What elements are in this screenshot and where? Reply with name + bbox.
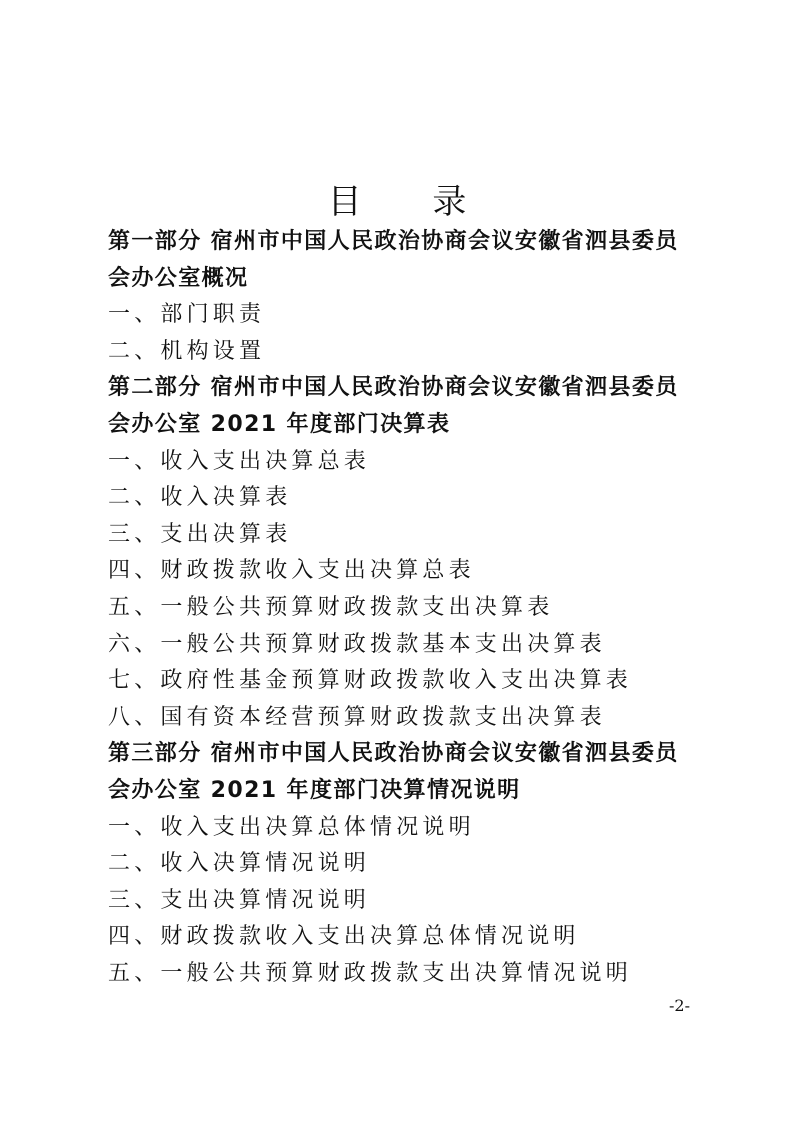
toc-item: 一、部门职责 bbox=[108, 302, 266, 328]
toc-item: 七、政府性基金预算财政拨款收入支出决算表 bbox=[108, 668, 633, 694]
toc-part-heading: 第三部分 宿州市中国人民政治协商会议安徽省泗县委员 bbox=[108, 741, 679, 767]
toc-part-heading: 会办公室 2021 年度部门决算情况说明 bbox=[108, 777, 521, 803]
toc-part-heading: 第一部分 宿州市中国人民政治协商会议安徽省泗县委员 bbox=[108, 229, 679, 254]
toc-item: 二、机构设置 bbox=[108, 338, 266, 364]
page-title: 目 录 bbox=[327, 182, 497, 222]
toc-part-heading: 会办公室概况 bbox=[108, 265, 249, 291]
toc-item: 一、收入支出决算总体情况说明 bbox=[108, 814, 475, 840]
toc-part-heading: 会办公室 2021 年度部门决算表 bbox=[108, 411, 451, 437]
toc-item: 二、收入决算情况说明 bbox=[108, 851, 371, 877]
toc-part-heading: 第二部分 宿州市中国人民政治协商会议安徽省泗县委员 bbox=[108, 375, 679, 401]
toc-item: 三、支出决算情况说明 bbox=[108, 887, 371, 913]
toc-item: 二、收入决算表 bbox=[108, 485, 292, 511]
toc-item: 一、收入支出决算总表 bbox=[108, 448, 371, 474]
toc-item: 三、支出决算表 bbox=[108, 521, 292, 547]
page-number: -2- bbox=[669, 996, 690, 1015]
toc-item: 八、国有资本经营预算财政拨款支出决算表 bbox=[108, 704, 606, 730]
toc-item: 四、财政拨款收入支出决算总体情况说明 bbox=[108, 924, 580, 950]
toc-item: 五、一般公共预算财政拨款支出决算情况说明 bbox=[108, 960, 633, 986]
toc-item: 五、一般公共预算财政拨款支出决算表 bbox=[108, 594, 554, 620]
table-of-contents bbox=[108, 224, 708, 992]
toc-item: 六、一般公共预算财政拨款基本支出决算表 bbox=[108, 631, 606, 657]
toc-item: 四、财政拨款收入支出决算总表 bbox=[108, 558, 475, 584]
